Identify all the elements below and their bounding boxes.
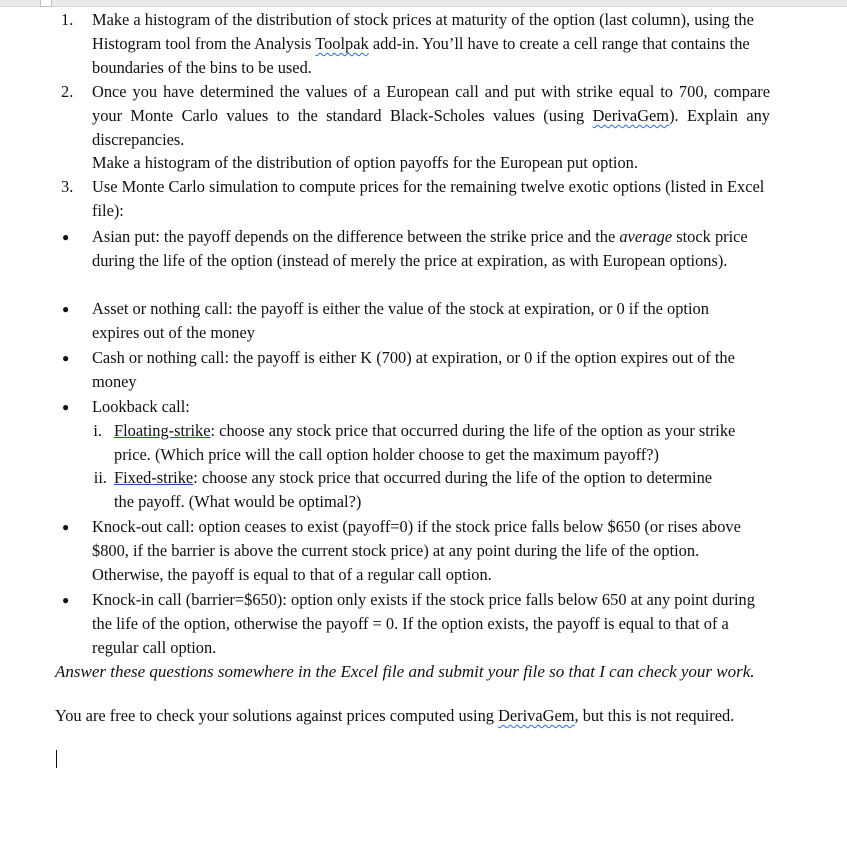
term-floating-strike: Floating-strike (114, 421, 211, 440)
closing-note: You are free to check your solutions against prices computed using DerivaGem, but this is not required. (55, 706, 735, 725)
bullet-icon: ● (62, 520, 70, 534)
bullet-icon: ● (62, 302, 70, 316)
spellcheck-word[interactable]: Toolpak (315, 34, 369, 53)
text-cursor[interactable] (56, 750, 57, 768)
bullet-icon: ● (62, 351, 70, 365)
margin-marker (40, 0, 52, 7)
list-number: 2. (61, 82, 74, 101)
bullet-icon: ● (62, 400, 70, 414)
bullet-icon: ● (62, 230, 70, 244)
term-fixed-strike: Fixed-strike (114, 468, 194, 487)
spellcheck-word[interactable]: DerivaGem (498, 706, 575, 725)
list-number: 1. (61, 10, 74, 29)
answer-instruction: Answer these questions somewhere in the Excel file and submit your file so that I can check your work. (55, 662, 755, 681)
spellcheck-word[interactable]: DerivaGem (592, 106, 670, 125)
roman-number: ii. (93, 468, 107, 487)
ruler-bar (0, 0, 847, 7)
roman-number: i. (93, 421, 102, 440)
bullet-icon: ● (62, 593, 70, 607)
list-number: 3. (61, 177, 74, 196)
